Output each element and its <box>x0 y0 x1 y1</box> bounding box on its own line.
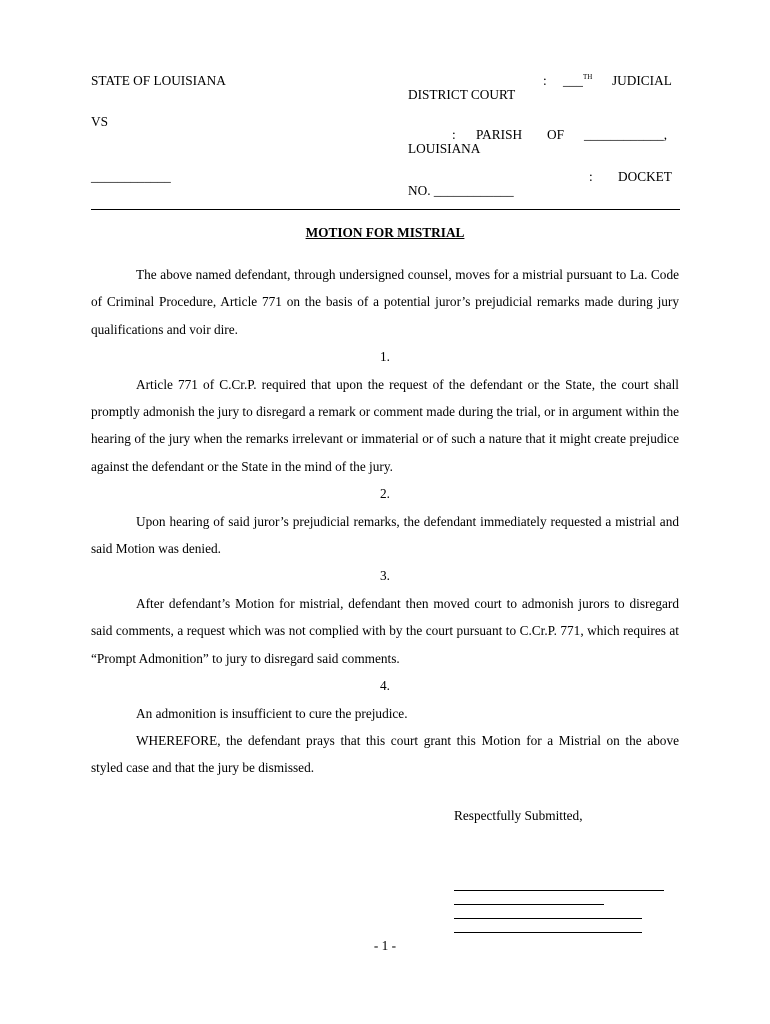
page-number: - 1 - <box>373 938 397 953</box>
signature-line <box>454 890 664 891</box>
docket-label: DOCKET <box>618 169 672 184</box>
caption-vs: VS <box>91 114 108 129</box>
paragraph-3: After defendant’s Motion for mistrial, defendant then moved court to admonish jurors to disregard said comments, a request which was not complied with by the court pursuant to C.Cr.P. 771, which requires at “Prompt Admonition” to jury to disregard said comments. <box>91 595 679 666</box>
parish-state: LOUISIANA <box>408 141 481 156</box>
court-judicial: JUDICIAL <box>612 73 672 88</box>
paragraph-4: An admonition is insufficient to cure the prejudice. <box>136 705 408 721</box>
parish-of: OF <box>547 127 564 142</box>
paragraph-number: 4. <box>380 678 390 694</box>
wherefore-paragraph: WHEREFORE, the defendant prays that this court grant this Motion for a Mistrial on the above styled case and that the jury be dismissed. <box>91 732 679 776</box>
document-title: MOTION FOR MISTRIAL <box>305 225 465 240</box>
paragraph-1: Article 771 of C.Cr.P. required that upon the request of the defendant or the State, the court shall promptly admonish the jury to disregard a remark or comment made during the trial, or in argument within the hearing of the jury when the remarks irrelevant or immaterial or of such a nature that it might create prejudice against the defendant or the State in the mind of the jury. <box>91 376 679 474</box>
motion-body <box>91 261 679 782</box>
closing-phrase: Respectfully Submitted, <box>454 808 583 823</box>
paragraph-number: 2. <box>380 486 390 502</box>
caption-divider <box>91 209 680 210</box>
court-district: DISTRICT COURT <box>408 87 516 102</box>
parish-name-blank: ____________, <box>584 127 668 142</box>
address-line <box>454 918 642 919</box>
intro-paragraph: The above named defendant, through undersigned counsel, moves for a mistrial pursuant to La. Code of Criminal Procedure, Article 771 on the basis of a potential juror’s prejudicial remarks made during jury qualifications and voir dire. <box>91 267 679 337</box>
parish-colon: : <box>452 127 456 142</box>
docket-colon: : <box>589 169 593 184</box>
court-colon: : <box>543 73 547 88</box>
caption-state: STATE OF LOUISIANA <box>91 73 226 88</box>
court-ordinal-suffix: TH <box>582 73 593 81</box>
defendant-name-blank: ____________ <box>91 169 171 184</box>
paragraph-number: 1. <box>380 349 390 365</box>
docket-number: NO. ____________ <box>408 183 514 198</box>
paragraph-2: Upon hearing of said juror’s prejudicial remarks, the defendant immediately requested a mistrial and said Motion was denied. <box>91 513 679 557</box>
court-number-blank: ___$^{TH}$ <box>563 73 593 88</box>
address-line <box>454 932 642 933</box>
parish-label: PARISH <box>476 127 523 142</box>
paragraph-number: 3. <box>380 568 390 584</box>
address-line <box>454 904 604 905</box>
